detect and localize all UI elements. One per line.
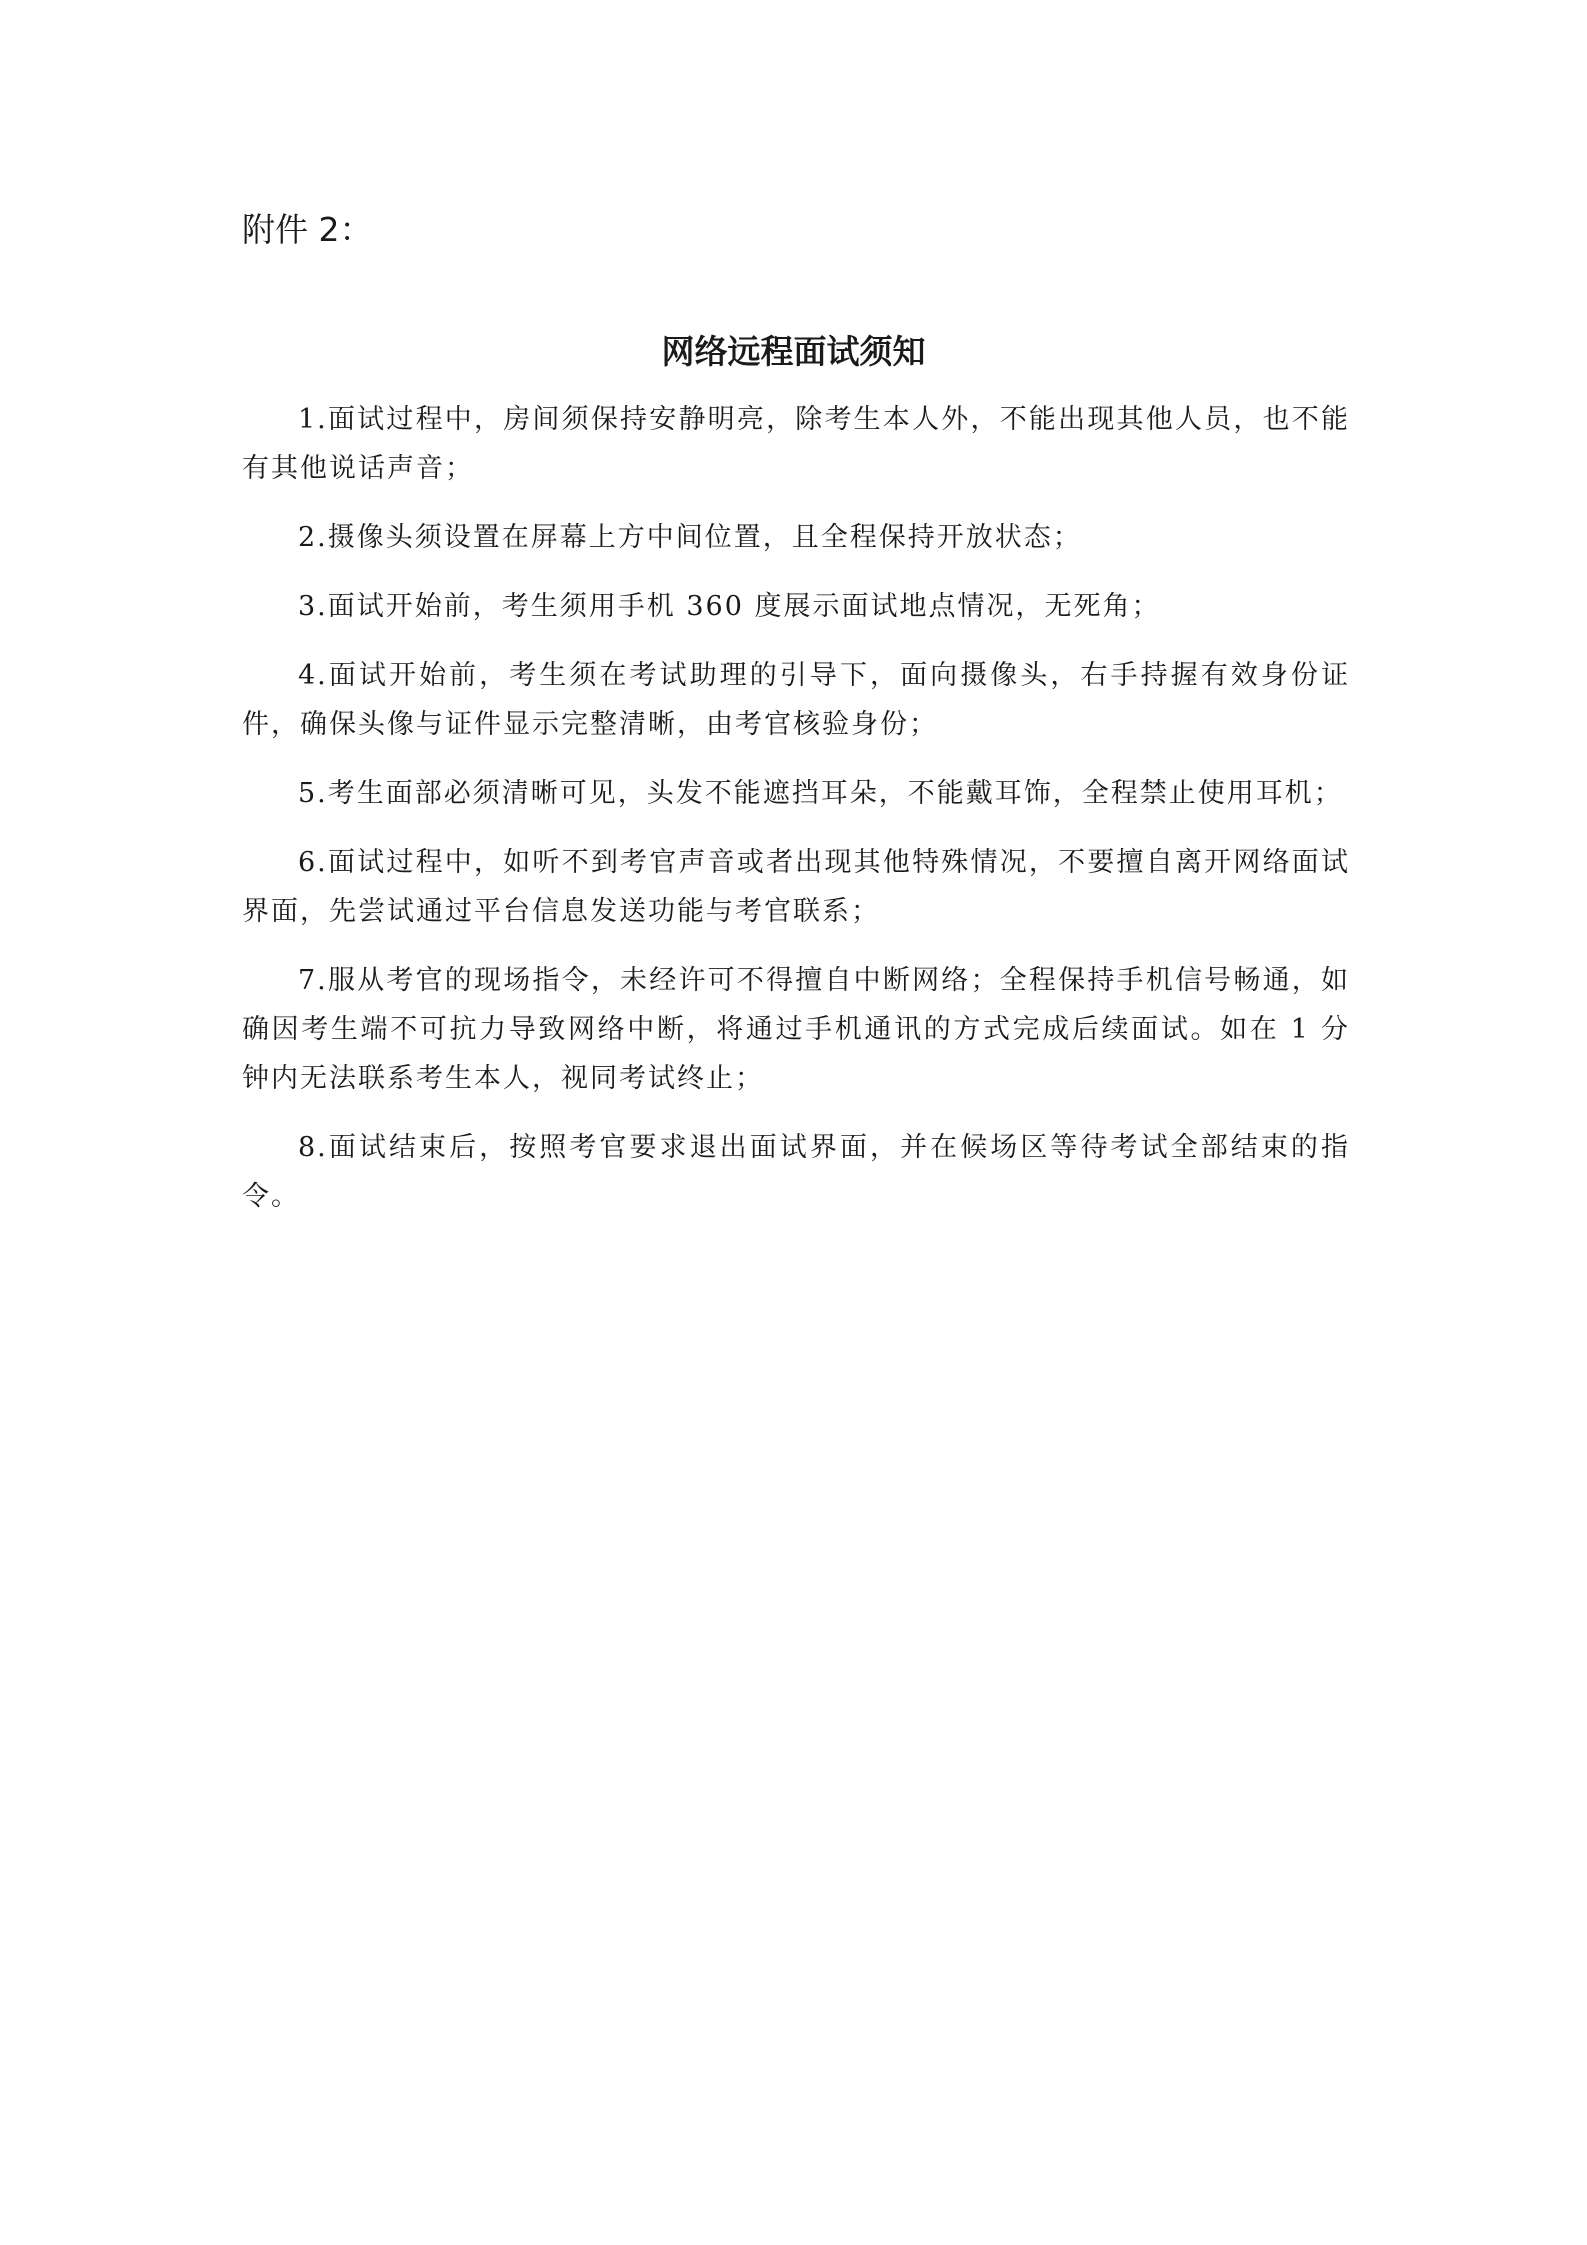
notice-item-1: 1.面试过程中，房间须保持安静明亮，除考生本人外，不能出现其他人员，也不能有其他说话声音； <box>242 404 1350 484</box>
notice-item-2: 2.摄像头须设置在屏幕上方中间位置，且全程保持开放状态； <box>298 522 1082 553</box>
notice-item-4: 4.面试开始前，考生须在考试助理的引导下，面向摄像头，右手持握有效身份证件，确保头像与证件显示完整清晰，由考官核验身份； <box>242 660 1350 740</box>
notice-item-3: 3.面试开始前，考生须用手机 360 度展示面试地点情况，无死角； <box>298 591 1161 622</box>
notice-item-8: 8.面试结束后，按照考官要求退出面试界面，并在候场区等待考试全部结束的指令。 <box>242 1132 1350 1212</box>
attachment-label: 附件 2： <box>242 210 373 249</box>
notice-item-7: 7.服从考官的现场指令，未经许可不得擅自中断网络；全程保持手机信号畅通，如确因考生端不可抗力导致网络中断，将通过手机通讯的方式完成后续面试。如在 1 分钟内无法联系考生本人，视同考试终止； <box>242 965 1350 1094</box>
notice-item-5: 5.考生面部必须清晰可见，头发不能遮挡耳朵，不能戴耳饰，全程禁止使用耳机； <box>298 778 1343 809</box>
notice-item-6: 6.面试过程中，如听不到考官声音或者出现其他特殊情况，不要擅自离开网络面试界面，先尝试通过平台信息发送功能与考官联系； <box>242 847 1350 927</box>
document-title: 网络远程面试须知 <box>661 332 926 371</box>
notice-list <box>242 395 1350 1241</box>
